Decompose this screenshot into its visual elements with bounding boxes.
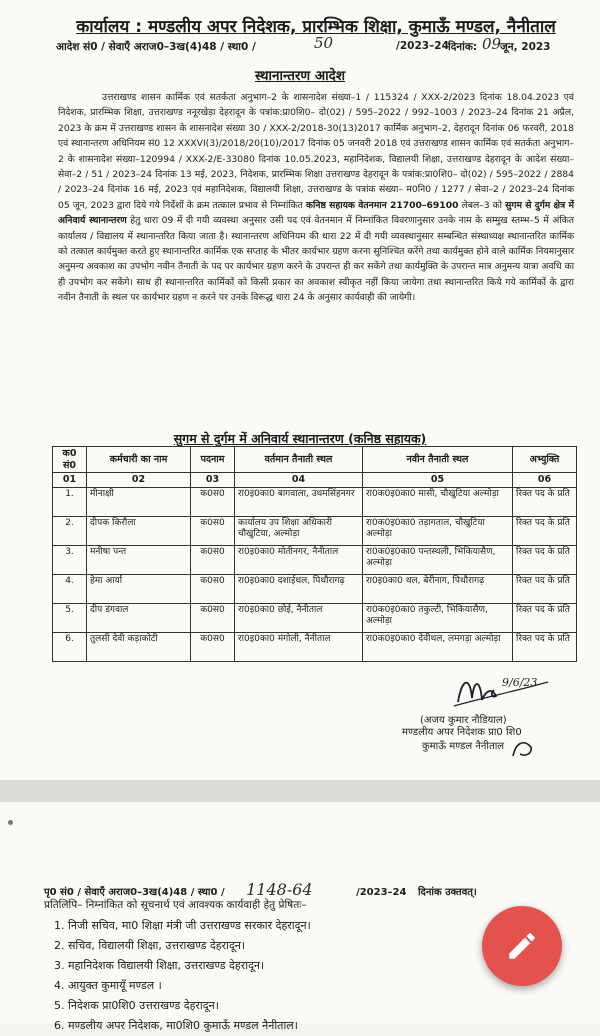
copy-to-intro: प्रतिलिपि– निम्नांकित को सूचनार्थ एवं आवश्यक कार्यवाही हेतु प्रेषितः– [44,899,307,911]
ref-date: दिनांक उक्तवत्। [417,887,477,898]
order-number-prefix: आदेश सं0 / सेवाएँ अराज0–3ख(4)48 / स्था0 / [56,41,256,53]
column-number: 01 [53,473,87,488]
edit-fab-button[interactable] [482,906,562,986]
pencil-edit-icon [505,929,539,963]
cell-current-posting: रा0इ0का0 बागवाला, उधमसिंहनगर [235,487,363,516]
list-item: 6. मण्डलीय अपर निदेशक, मा0शि0 कुमाऊँ मण्डल नैनीताल। [54,1019,298,1032]
column-number: 06 [513,473,577,488]
designation-line-2: कुमाऊँ मण्डल नैनीताल [422,741,505,752]
body-text-part2: लेबल–3 को [458,199,506,211]
cell-remark: रिक्त पद के प्रति [513,632,577,661]
list-item: 2. सचिव, विद्यालयी शिक्षा, उत्तराखण्ड देहरादून। [54,939,246,952]
table-row [53,487,577,516]
cell-serial: 2. [53,516,87,545]
cell-current-posting: रा0इ0का0 मोतीनगर, नैनीताल [235,545,363,574]
page-dot [8,820,13,825]
ink-mark-icon [510,738,536,760]
order-year: /2023–24 [396,40,449,52]
list-item: 5. निदेशक प्रा0शि0 उत्तराखण्ड देहरादून। [54,999,219,1012]
header-cell: पदनाम [191,447,235,473]
cell-new-posting: रा0क0इ0का0 देवीथल, लमगड़ा अल्मोड़ा [363,632,513,661]
signatory-name: (अजय कुमार नौडियाल) [420,715,507,726]
table-title: सुगम से दुर्गम में अनिवार्य स्थानान्तरण (कनिष्ठ सहायक) [173,431,427,446]
cell-name: दीपक किरौला [87,516,191,545]
cell-remark: रिक्त पद के प्रति [513,574,577,603]
date-handwritten: 09 [482,35,502,53]
cell-post: क0स0 [191,545,235,574]
transfer-table [52,446,577,662]
cell-post: क0स0 [191,632,235,661]
cell-new-posting: रा0क0इ0का0 तकुल्टी, भिकियासैण, अल्मोड़ा [363,603,513,632]
header-cell: नवीन तैनाती स्थल [363,447,513,473]
table-row [53,516,577,545]
list-item: 4. आयुक्त कुमायूँ मण्डल । [54,979,162,992]
ref-handwritten-number: 1148-64 [246,880,313,899]
signatory-designation [402,726,522,754]
order-body-paragraph [58,90,574,306]
copy-to-list [54,916,311,1036]
table-row [53,603,577,632]
cell-name: दीप डंगवाल [87,603,191,632]
table-row [53,574,577,603]
cell-serial: 3. [53,545,87,574]
cell-serial: 5. [53,603,87,632]
cell-new-posting: रा0क0इ0का0 तड़ागताल, चौखुटिया अल्मोड़ा [363,516,513,545]
page-title: स्थानान्तरण आदेश [254,68,346,84]
table-row [53,545,577,574]
cell-remark: रिक्त पद के प्रति [513,516,577,545]
cell-current-posting: रा0इ0का0 छोई, नैनीताल [235,603,363,632]
date-suffix: जून, 2023 [500,41,551,53]
cell-post: क0स0 [191,603,235,632]
designation-line-1: मण्डलीय अपर निदेशक प्रा0 शि0 [402,727,522,738]
column-number: 02 [87,473,191,488]
column-number: 05 [363,473,513,488]
cell-remark: रिक्त पद के प्रति [513,487,577,516]
cell-remark: रिक्त पद के प्रति [513,545,577,574]
table-header-row [53,447,577,473]
ref-prefix: पृ0 सं0 / सेवाएँ अराज0–3ख(4)48 / स्था0 / [44,887,225,898]
list-item: 3. महानिदेशक विद्यालयी शिक्षा, उत्तराखण्ड देहरादून। [54,959,265,972]
cell-remark: रिक्त पद के प्रति [513,603,577,632]
body-text-part3: हेतु धारा 09 में दी गयी व्यवस्था अनुसार उसी पद एवं वेतनमान में निम्नांकित विवरणानुसार उनके नाम के सम्मुख स्तम्भ–5 में अंकित कार्यालय / विद्यालय में स्थानान्तरित किया जाता है। स्थानान्तरण अधिनियम की धारा 22 में दी गयी व्यवस्थानुसार सम्बन्धित संस्थाध्यक्ष स्थानान्तरित कार्मिक को तत्काल कार्यमुक्त करते हुए स्थानान्तरित कार्मिक एक सप्ताह के भीतर कार्यभार ग्रहण करना सुनिश्चित करेंगे तथा कार्यमुक्त होने वाले कार्मिक नियमानुसार अनुमन्य अवकाश का उपभोग नवीन तैनाती के पद पर कार्यभार ग्रहण करने के उपरान्त ही कर सकेंगे तथा कार्यमुक्ति के उपरान्त मात्र अनुमन्य यात्रा अवधि का ही उपभोग कर सकेंगे। साथ ही स्थानान्तरित कार्मिकों को किसी प्रकार का अवकाश स्वीकृत नहीं किया जायेगा तथा स्थानान्तरित किये गये कार्मिकों के द्वारा नवीन तैनाती के स्थल पर कार्यभार ग्रहण न करने पर उनके विरूद्ध धारा 24 के अनुसार कार्यवाही की जायेगी। [58,215,574,304]
cell-serial: 6. [53,632,87,661]
cell-post: क0स0 [191,574,235,603]
cell-new-posting: रा0क0इ0का0 मासी, चौखुटिया अल्मोड़ा [363,487,513,516]
order-number-handwritten: 50 [314,34,334,52]
column-number: 03 [191,473,235,488]
date-label: दिनांक: [448,41,478,53]
ref-year: /2023–24 [356,887,407,898]
page-gap [0,780,600,802]
endorsement-reference [44,880,477,899]
cell-name: मीनाक्षी [87,487,191,516]
cell-name: तुलसी देवी कड़ाकोटी [87,632,191,661]
header-cell: क0 सं0 [53,447,87,473]
cell-new-posting: रा0इ0का0 थल, बेरीनाग, पिथौरागढ़ [363,574,513,603]
table-row [53,632,577,661]
header-cell: कर्मचारी का नाम [87,447,191,473]
office-heading: कार्यालय : मण्डलीय अपर निदेशक, प्रारम्भिक शिक्षा, कुमाऊँ मण्डल, नैनीताल [76,17,556,37]
cell-post: क0स0 [191,516,235,545]
cell-serial: 4. [53,574,87,603]
column-number: 04 [235,473,363,488]
cell-name: हेमा आर्या [87,574,191,603]
column-number-row [53,473,577,488]
signature-date: 9/6/23 [502,676,538,689]
body-text-part1: उत्तराखण्ड शासन कार्मिक एवं सतर्कता अनुभाग–2 के शासनादेश संख्या–1 / 115324 / XXX-2/2023 दिनांक 18.04.2023 एवं निदेशक, प्रारम्भिक शिक्षा, उत्तराखण्ड ननूरखेड़ा देहरादून के पत्रांक:प्रा0शि0– दो(02) / 595–2022 / 992–1003 / 2023–24 दिनांक 21 अप्रैल, 2023 के क्रम में उत्तराखण्ड शासन के शासनादेश संख्या 30 / XXX-2/2018-30(13)2017 कार्मिक अनुभाग–2, देहरादून दिनांक 06 फरवरी, 2018 एवं स्थानान्तरण अधिनियम सं0 12 XXXVI(3)/2018/20(10)/2017 दिनांक 05 जनवरी 2018 एवं उत्तराखण्ड शासन कार्मिक एवं सतर्कता अनुभाग–2 के शासनादेश संख्या–120994 / XXX-2/E-33080 दिनांक 10.05.2023, महानिदेशक, विद्यालयी शिक्षा, उत्तराखण्ड देहरादून के आदेश संख्या– सेवा–2 / 51 / 2023–24 दिनांक 13 मई, 2023, निदेशक, प्रारम्भिक शिक्षा उत्तराखण्ड देहरादून के पत्रांक:प्रा0शि0– दो(02) / 595–2022 / 2884 / 2023–24 दिनांक 16 मई, 2023 एवं महानिदेशक, विद्यालयी शिक्षा, उत्तराखण्ड के पत्रांक संख्या– म0नि0 / 1277 / सेवा–2 / 2023–24 दिनांक 05 जून, 2023 द्वारा दिये गये निर्देशों के क्रम तत्काल प्रभाव से निम्नांकित [58,92,574,211]
cell-current-posting: रा0इ0का0 मंगोली, नैनीताल [235,632,363,661]
header-cell: अभ्युक्ति [513,447,577,473]
cell-serial: 1. [53,487,87,516]
cell-current-posting: रा0इ0का0 दशाईथल, पिथौरागढ़ [235,574,363,603]
body-bold-post: कनिष्ठ सहायक वेतनमान 21700–69100 [305,199,459,211]
cell-current-posting: कार्यालय उप शिक्षा अधिकारी चौखुटिया, अल्मोड़ा [235,516,363,545]
handwritten-signature [452,668,552,712]
body-bold-transfer: सुगम से दुर्गम क्षेत्र में अनिवार्य स्थानान्तरण [58,199,574,227]
header-cell: वर्तमान तैनाती स्थल [235,447,363,473]
cell-post: क0स0 [191,487,235,516]
cell-name: मनीषा पन्त [87,545,191,574]
cell-new-posting: रा0क0इ0का0 पन्तस्थली, भिकियासैण, अल्मोड़ा [363,545,513,574]
list-item: 1. निजी सचिव, मा0 शिक्षा मंत्री जी उत्तराखण्ड सरकार देहरादून। [54,919,311,932]
